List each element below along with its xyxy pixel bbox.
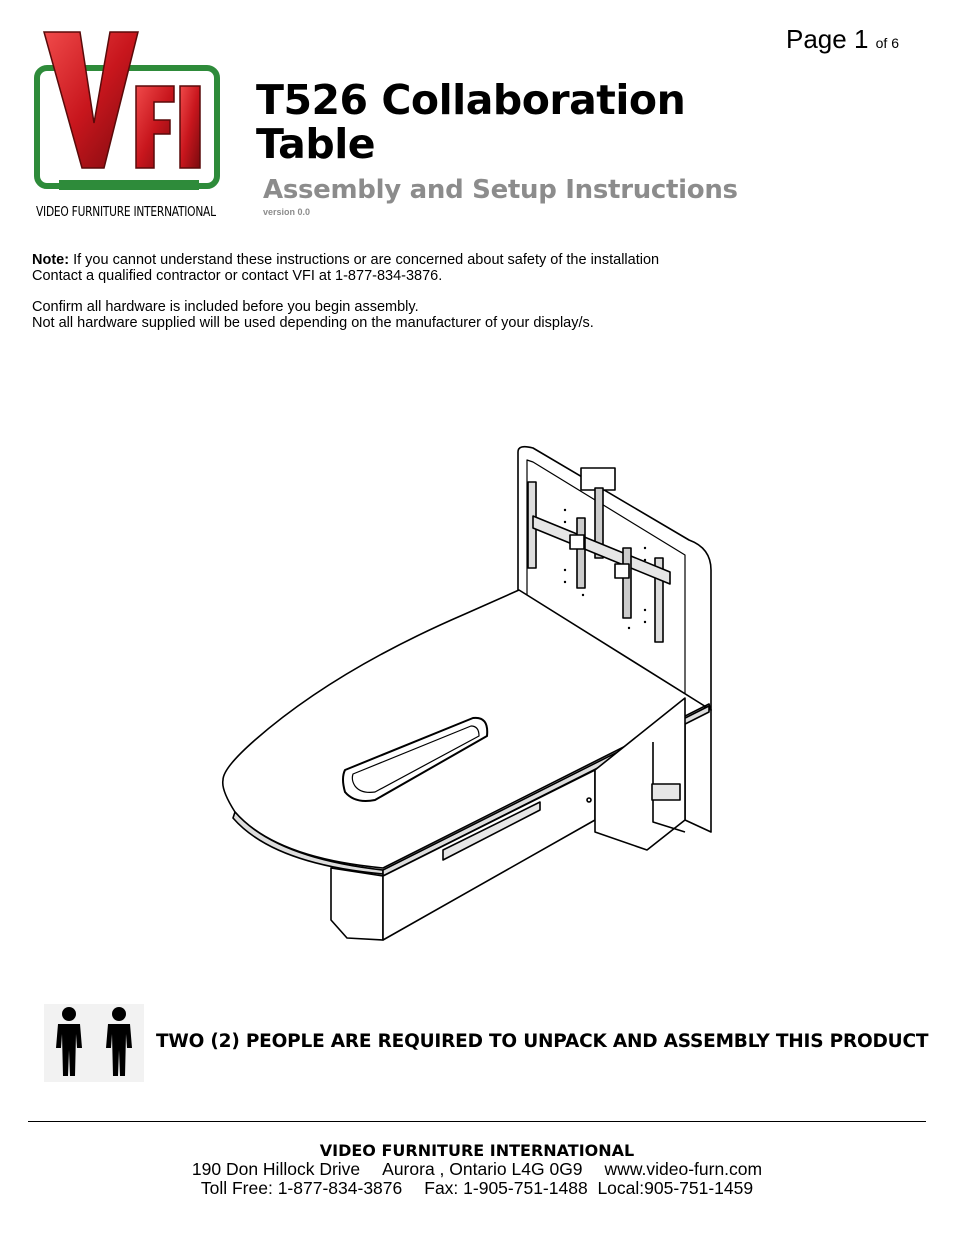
document-title: T526 Collaboration Table: [256, 76, 686, 168]
footer-address: 190 Don Hillock Drive: [191, 1159, 361, 1179]
vfi-logo: [34, 28, 224, 228]
page-number: [786, 24, 899, 55]
table-illustration: [215, 440, 725, 950]
footer-fax: Fax: 1-905-751-1488: [424, 1178, 588, 1198]
note-line-2: Contact a qualified contractor or contact VFI at 1-877-834-3876.: [32, 268, 443, 284]
footer-phone-line: [0, 1179, 954, 1198]
footer: [0, 1141, 954, 1198]
note-label: Note:: [32, 252, 70, 268]
footer-local: Local:905-751-1459: [597, 1178, 754, 1198]
footer-toll-free: Toll Free: 1-877-834-3876: [200, 1178, 403, 1198]
note-line-1: Note: If you cannot understand these instructions or are concerned about safety of the installation: [32, 252, 660, 268]
people-required-notice: TWO (2) PEOPLE ARE REQUIRED TO UNPACK AND ASSEMBLY THIS PRODUCT: [156, 1031, 929, 1052]
footer-city: Aurora , Ontario L4G 0G9: [382, 1159, 583, 1179]
note-line-4: Not all hardware supplied will be used depending on the manufacturer of your display/s.: [32, 315, 594, 331]
footer-company: VIDEO FURNITURE INTERNATIONAL: [319, 1141, 635, 1160]
two-people-icon: [44, 1004, 144, 1082]
note-line-3: Confirm all hardware is included before you begin assembly.: [32, 299, 419, 315]
footer-website[interactable]: www.video-furn.com: [604, 1159, 763, 1179]
footer-divider: [28, 1121, 926, 1122]
version-label: version 0.0: [263, 207, 311, 217]
page-total: of 6: [875, 35, 899, 51]
page-label: Page 1: [786, 24, 869, 54]
logo-caption: VIDEO FURNITURE INTERNATIONAL: [36, 205, 216, 220]
footer-address-line: [0, 1160, 954, 1179]
note-section: [32, 252, 852, 331]
document-subtitle: Assembly and Setup Instructions: [263, 175, 738, 205]
